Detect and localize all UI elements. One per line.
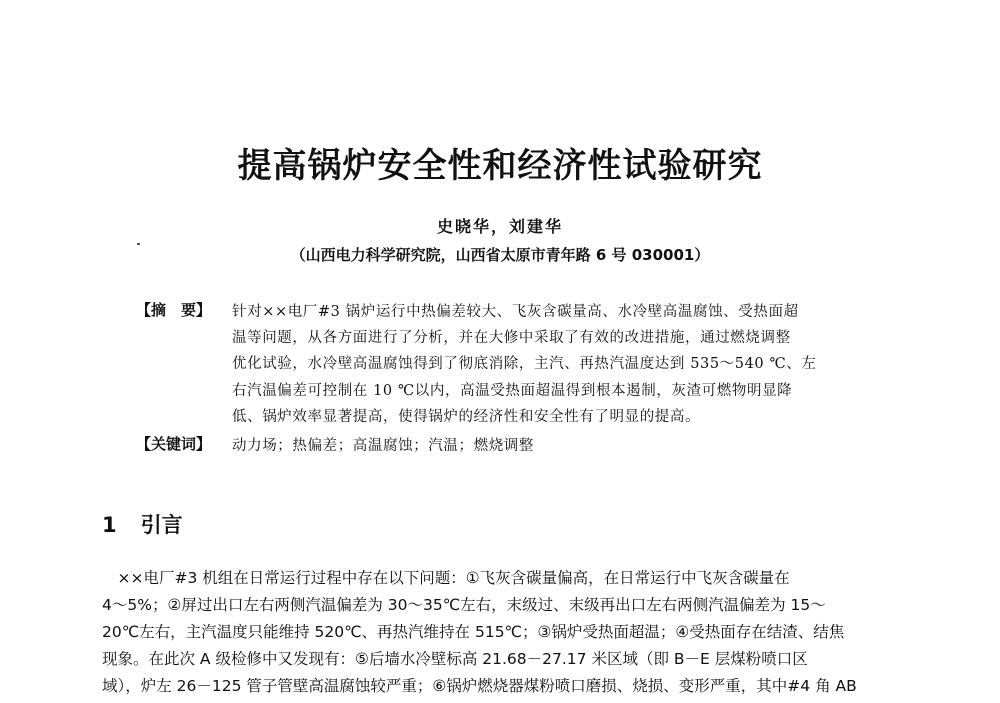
authors: 史晓华，刘建华 [436, 217, 563, 236]
paper-title: 提高锅炉安全性和经济性试验研究 [237, 146, 763, 186]
keywords-text: 动力场；热偏差；高温腐蚀；汽温；燃烧调整 [232, 438, 534, 454]
abstract-label: 【摘 要】 [136, 301, 212, 319]
affiliation: （山西电力科学研究院，山西省太原市青年路 6 号 030001） [290, 246, 710, 264]
abstract-line: 针对××电厂#3 锅炉运行中热偏差较大、飞灰含碳量高、水冷壁高温腐蚀、受热面超 [232, 304, 799, 320]
abstract-line: 低、锅炉效率显著提高，使得锅炉的经济性和安全性有了明显的提高。 [232, 409, 701, 425]
keywords-label: 【关键词】 [136, 435, 212, 453]
body-line: 域），炉左 26－125 管子管壁高温腐蚀较严重；⑥锅炉燃烧器煤粉喷口磨损、烧损、变形严重，其中#4 角 AB [102, 677, 857, 695]
abstract-line: 右汽温偏差可控制在 10 ℃以内，高温受热面超温得到根本遏制，灰渣可燃物明显降 [232, 383, 793, 399]
abstract-line: 优化试验，水冷壁高温腐蚀得到了彻底消除，主汽、再热汽温度达到 535～540 ℃、左 [232, 356, 817, 372]
abstract-line: 温等问题，从各方面进行了分析，并在大修中采取了有效的改进措施，通过燃烧调整 [232, 330, 791, 346]
section-number: 1 [102, 513, 117, 537]
section-title-text: 引言 [140, 513, 183, 537]
body-line: 现象。在此次 A 级检修中又发现有：⑤后墙水冷壁标高 21.68－27.17 米区域（即 B－E 层煤粉喷口区 [102, 650, 808, 668]
section-heading [102, 509, 183, 539]
body-line: ××电厂#3 机组在日常运行过程中存在以下问题：①飞灰含碳量偏高，在日常运行中飞灰含碳量在 [102, 569, 790, 587]
body-line: 20℃左右，主汽温度只能维持 520℃、再热汽维持在 515℃；③锅炉受热面超温；④受热面存在结渣、结焦 [102, 623, 845, 641]
body-line: 4～5%；②屏过出口左右两侧汽温偏差为 30～35℃左右，末级过、末级再出口左右两侧汽温偏差为 15～ [102, 596, 826, 614]
